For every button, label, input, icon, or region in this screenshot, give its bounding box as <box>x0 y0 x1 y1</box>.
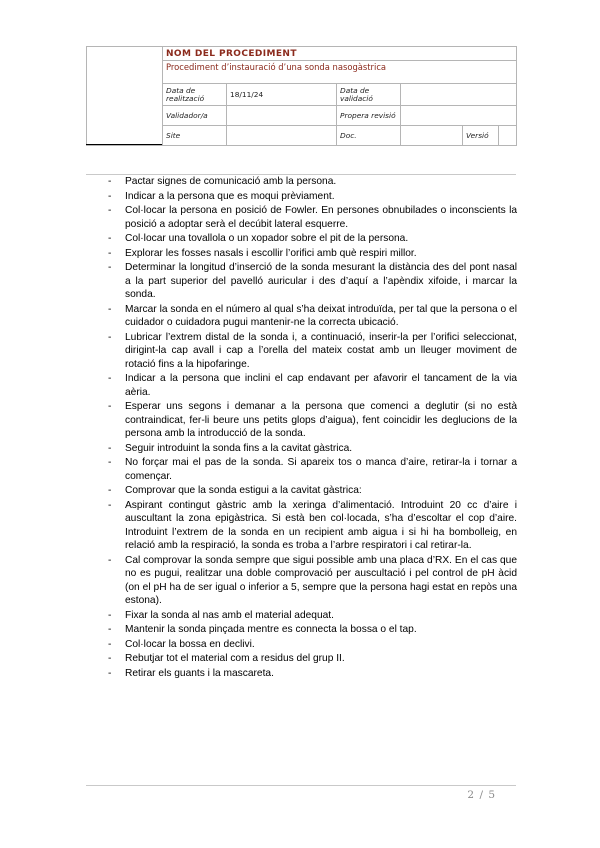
bullet-dash: - <box>108 609 112 621</box>
procedure-step-text: Seguir introduint la sonda fins a la cavitat gàstrica. <box>125 442 353 454</box>
logo-area <box>87 47 163 146</box>
bullet-dash: - <box>108 401 112 412</box>
procedure-step-text: Col·locar la bossa en declivi. <box>125 638 255 650</box>
procedure-step <box>108 175 517 189</box>
header-underline <box>86 144 162 145</box>
bullet-dash: - <box>108 457 112 468</box>
procedure-step <box>108 232 517 246</box>
procedure-step-text: Marcar la sonda en el número al qual s’ha deixat introduïda, per tal que la persona o el cuidador o cuidadora pugui mantenir-ne la correcta ubicació. <box>125 303 517 328</box>
procedure-step-text: Indicar a la persona que es moqui prèviament. <box>125 190 335 202</box>
procedure-step <box>108 623 517 637</box>
procedure-step <box>108 261 517 302</box>
procedure-step-text: Retirar els guants i la mascareta. <box>125 667 274 679</box>
procedure-step-text: Pactar signes de comunicació amb la persona. <box>125 176 337 187</box>
propera-revisio-label: Propera revisió <box>337 106 401 126</box>
bullet-dash: - <box>108 499 112 511</box>
data-realitzacio-value: 18/11/24 <box>227 84 337 106</box>
procedure-step <box>108 204 517 231</box>
procedure-step <box>108 484 517 498</box>
bullet-dash: - <box>108 638 112 650</box>
doc-label: Doc. <box>337 126 401 146</box>
procedure-step-text: Explorar les fosses nasals i escollir l’orifici amb què respiri millor. <box>125 247 417 259</box>
procedure-step-text: No forçar mai el pas de la sonda. Si apareix tos o manca d’aire, retirar-la i tornar a començar. <box>125 457 517 482</box>
bullet-dash: - <box>108 303 112 315</box>
procedure-name: Procediment d’instauració d’una sonda nasogàstrica <box>163 61 517 84</box>
procedure-step-text: Indicar a la persona que inclini el cap endavant per afavorir el tancament de la via aèria. <box>125 373 517 398</box>
versio-value <box>499 126 517 146</box>
procedure-step-text: Lubricar l’extrem distal de la sonda i, a continuació, inserir-la per l’orifici seleccionat, dirigint-la cap avall i cap a l’orella del mateix costat amb un lleuger moviment de rotació fins a la hipofaringe. <box>125 331 517 370</box>
footer-divider <box>86 785 516 786</box>
bullet-dash: - <box>108 667 112 679</box>
site-value <box>227 126 337 146</box>
page-number: 2 / 5 <box>467 789 496 801</box>
procedure-step-text: Comprovar que la sonda estigui a la cavitat gàstrica: <box>125 485 362 496</box>
bullet-dash: - <box>108 373 112 384</box>
validador-value <box>227 106 337 126</box>
procedure-step <box>108 303 517 330</box>
procedure-step-text: Aspirant contingut gàstric amb la xeringa d’alimentació. Introduint 20 cc d’aire i auscultant la zona epigàstrica. Si està ben col·locada, s’ha d’escoltar el cop d’aire. Introduint l’extrem de la sonda en un recipient amb aigua i si hi ha bombolleig, en relació amb la respiració, la sonda es troba a l’arbre respiratori i cal retirar-la. <box>125 499 517 551</box>
bullet-dash: - <box>108 554 112 566</box>
procedure-step <box>108 190 517 204</box>
procedure-step <box>108 442 517 456</box>
procedure-step-text: Esperar uns segons i demanar a la persona que comenci a deglutir (si no està contraindicat, fer-li beure uns petits glops d’aigua), fent coincidir les deglucions de la persona amb la introducció de la sonda. <box>125 401 517 439</box>
bullet-dash: - <box>108 653 112 664</box>
bullet-dash: - <box>108 442 112 454</box>
procedure-step <box>108 456 517 483</box>
procedure-step <box>108 667 517 681</box>
bullet-dash: - <box>108 624 112 635</box>
procedure-step-text: Mantenir la sonda pinçada mentre es connecta la bossa o el tap. <box>125 624 417 635</box>
bullet-dash: - <box>108 176 112 187</box>
bullet-dash: - <box>108 247 112 259</box>
procedure-step-text: Cal comprovar la sonda sempre que sigui possible amb una placa d’RX. En el cas que no es pugui, realitzar una doble comprovació per auscultació i pel control de pH àcid (on el pH ha de ser igual o inferior a 5, sempre que la persona hagi estat en repòs una estona). <box>125 554 517 606</box>
procedure-step-text: Rebutjar tot el material com a residus del grup II. <box>125 653 345 664</box>
validador-label: Validador/a <box>163 106 227 126</box>
procedure-step <box>108 499 517 553</box>
versio-label: Versió <box>463 126 499 146</box>
procedure-step <box>108 247 517 261</box>
procedure-steps-list <box>108 175 517 681</box>
bullet-dash: - <box>108 331 112 343</box>
propera-revisio-value <box>401 106 517 126</box>
procedure-step-text: Determinar la longitud d’inserció de la sonda mesurant la distància des del pont nasal a la part superior del pavelló auricular i des d’aquí a l’apèndix xifoide, i marcar la sonda. <box>125 262 517 300</box>
procedure-step <box>108 638 517 652</box>
procedure-step-text: Col·locar la persona en posició de Fowler. En persones obnubilades o inconscients la posició a adoptar serà el decúbit lateral esquerre. <box>125 205 517 230</box>
doc-value <box>401 126 463 146</box>
procedure-step <box>108 652 517 666</box>
procedure-step <box>108 372 517 399</box>
procedure-step <box>108 400 517 441</box>
bullet-dash: - <box>108 233 112 244</box>
bullet-dash: - <box>108 485 112 496</box>
procedure-step-text: Col·locar una tovallola o un xopador sobre el pit de la persona. <box>125 233 409 244</box>
data-validacio-label: Data de validació <box>337 84 401 106</box>
procedure-step <box>108 554 517 608</box>
bullet-dash: - <box>108 190 112 202</box>
procedure-title-label: NOM DEL PROCEDIMENT <box>163 47 517 61</box>
data-realitzacio-label: Data de realització <box>163 84 227 106</box>
procedure-step <box>108 609 517 623</box>
site-label: Site <box>163 126 227 146</box>
procedure-step-text: Fixar la sonda al nas amb el material adequat. <box>125 609 334 621</box>
procedure-step <box>108 331 517 372</box>
data-validacio-value <box>401 84 517 106</box>
header-table <box>86 46 517 146</box>
bullet-dash: - <box>108 205 112 216</box>
bullet-dash: - <box>108 262 112 273</box>
